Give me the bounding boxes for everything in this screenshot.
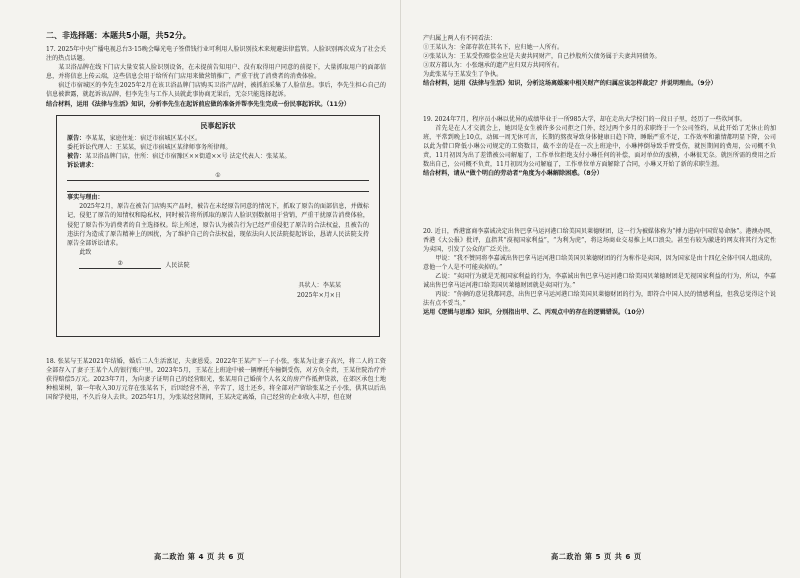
signature-block	[67, 281, 369, 301]
defendant-label: 被告：	[67, 153, 86, 161]
plaintiff-text: 李某某，家庭住址：宿迁市宿城区某小区。	[85, 134, 202, 142]
q17-paragraph-1: 17. 2025年中央广播电视总台3·15晚会曝光电子签借钱行业可利用人脸识别技术来规避法律监管。人脸识别再次成为了社会关注的热点话题。	[46, 46, 386, 63]
answer-blank-1-line-2[interactable]	[67, 182, 369, 192]
left-footer: 高二政治 第 4 页 共 6 页	[154, 552, 245, 561]
q19-prompt: 结合材料，请从“做个明白的劳动者”角度为小琳解除困惑。（8分）	[423, 170, 603, 178]
agent-label: 委托诉讼代理人：	[67, 143, 116, 151]
right-page	[400, 0, 800, 578]
complaint-title: 民事起诉状	[200, 121, 236, 130]
q18-text: 18. 张某与王某2021年结婚，婚后二人生活富足，夫妻恩爱。2022年王某产下一子小张，张某为让妻子高兴，将二人的工资全部存入了妻子王某个人的银行账户里。2023年5月，王某在上班途中被一辆摩托车撞倒受伤，对方负全责，王某住院治疗并获得赔偿5万元。2023年7月，为向妻子证明自己的经营眼光，张某用自己婚前个人名义的房产作抵押贷款，在郊区承包土地种植果树，第一年收入30万元存在张某名下，后因经营不善，辛苦了，返土还乡，将全部对产留给张某之子小张，供其以后出国留学使用，不久后身人去世。2025年1月，为张某经营期间，王某决定离婚，自己经营的企业收入丰厚，但在财	[46, 357, 386, 402]
q19-intro: 19. 2024年7月，程序员小琳以优异的成绩毕业于一所985大学，却在走出大学校门的一段日子里，经历了一些坎坷事。	[423, 115, 746, 123]
signer: 具状人：李某某	[298, 281, 341, 289]
q18-prompt: 结合材料，运用《法律与生活》知识，分析这场离婚案中相关财产的归属应该怎样裁定？并说明理由。（9分）	[423, 80, 717, 88]
q19-body: 首先是在人才交流会上，她因是女生被许多公司拒之门外，经过两个多月的求职终于一个公司签约，从此开始了无休止的加班，平常到晚上10点，动辄一周无休可言，长期的熬夜导致身体健康日趋下降，睡眠严重不足，工作效率和激情都明显下降，公司以此为借口降低小琳公司规定的工资数目，截不幸的是在一次上班途中，小琳摔倒导致手臂受伤，就医期间的费用，公司概不负责，11月初因为出了差错被公司解雇了，工作单位拒绝支付小琳任何的补偿，面对单位的蛮横，小琳很无奈。就医所需的费用之后数出自己，公司概不负责，11月初因为公司解雇了，工作单位单方面解除了合同，小琳又开始了新的求职生涯。	[423, 124, 776, 169]
facts-label: 事实与理由：	[67, 194, 104, 202]
q20-prompt: 运用《逻辑与思维》知识，分别指出甲、乙、丙观点中的存在的逻辑错误。（10分）	[423, 309, 648, 317]
plaintiff-label: 原告：	[67, 134, 86, 142]
q20-intro: 20. 近日，香港富商李嘉诚决定出售巴拿马运河港口给美国贝莱德财团，这一行为被媒体称为“搏力进向中国贸易命脉”。港澳办网、香港《大公报》批评，直指其“漠视国家利益”，“为利为虎”，将这场商业交易推上风口浪尖。甚至有较为激进的网友将其行为定性为卖国，引发了公众的广泛关注。	[423, 227, 777, 253]
claims-label: 诉讼请求：	[67, 162, 98, 170]
defendant-text: 某卫浴品牌门店，住所：宿迁市宿豫区××街道××号 法定代表人：张某某。	[85, 153, 291, 161]
q18-line-3: ②张某认为：王某受伤赔偿金应是夫妻共同财产，自己抄股所欠债务属于夫妻共同债务。	[423, 53, 661, 61]
q18-line-2: ①王某认为：全部存款在其名下，应归她一人所有。	[423, 44, 564, 52]
section-title: 二、非选择题：本题共5小题，共52分。	[46, 31, 191, 40]
court-line	[67, 259, 369, 269]
q20-bing: 丙说：“你俩的意见我都同意，出售巴拿马运河港口给美国贝莱德财团的行为，即符合中国人民的情感利益，但我总觉得这个说法有点不妥当。”	[423, 291, 776, 308]
q20-yi: 乙说：“卖国行为就是无视国家利益的行为，李嘉诚出售巴拿马运河港口给美国贝莱德财团是无视国家利益的行为，所以，李嘉诚出售巴拿马运河港口给美国贝莱德财团就是卖国行为。”	[423, 273, 776, 290]
q17-paragraph-3: 宿迁市宿城区的李先生2025年2月在该卫浴品牌门店购买卫浴产品时，被抓拍采集了人脸信息。事后，李先生担心自己的信息被泄露，就起诉该品牌，但李先生与工作人员就此事协商无果后，无奈只能选择起诉。	[46, 82, 386, 99]
right-footer: 高二政治 第 5 页 共 6 页	[551, 552, 642, 561]
q17-prompt: 结合材料，运用《法律与生活》知识，分析李先生在起诉前应做的准备并帮李先生完成一份民事起诉状。（11分）	[46, 100, 351, 108]
q17-paragraph-2: 某卫浴品牌在线下门店大量安装人脸识别设备，在未提前告知用户、没有取得用户同意的前提下，大量抓取用户的面部信息，并将信息上传云端，这些信息会用于给所有门店用来做营销推广，严重干扰了消费者的消费体验。	[46, 64, 386, 81]
q18-line-1: 产归属上两人有不同看法：	[423, 35, 497, 42]
facts-text: 2025年2月，原告在被告门店购买产品时，被告在未经原告同意的情况下，抓取了原告的面部信息，并做标记，侵犯了原告的知情权和隐私权，同时被告将所抓取的原告人脸识别数据用于营销，严重干扰原告消费体验，侵犯了原告作为消费者的自主选择权。综上所述，原告认为被告行为已经严重侵犯了原告的合法权益，且被告的违法行为造成了原告精神上的困扰，为了维护自己的合法权益，现依法向人民法院提起诉讼，恳请人民法院支持原告全部诉讼请求。	[67, 203, 369, 247]
q18-line-4: ③双方都认为：小张继承的遗产应归双方共同所有。	[423, 62, 564, 70]
q20-jia: 甲说：“我不赞同将李嘉诚出售巴拿马运河港口给美国贝莱德财团的行为称作是卖国，因为国家是由十四亿全体中国人组成的，意他一个人是不可能卖掉的。”	[423, 254, 776, 271]
court-text: 人民法院	[165, 261, 190, 269]
answer-blank-2[interactable]: ②	[79, 260, 161, 269]
q18-line-5: 为此张某与王某发生了争执。	[423, 71, 503, 79]
agent-text: 王某某，宿迁市宿城区某律师事务所律师。	[115, 143, 232, 151]
answer-blank-1[interactable]: ①	[67, 171, 369, 181]
civil-complaint-box	[56, 115, 380, 337]
complaint-date: 2025年×月×日	[296, 291, 341, 299]
closing-text: 此致	[79, 248, 92, 256]
